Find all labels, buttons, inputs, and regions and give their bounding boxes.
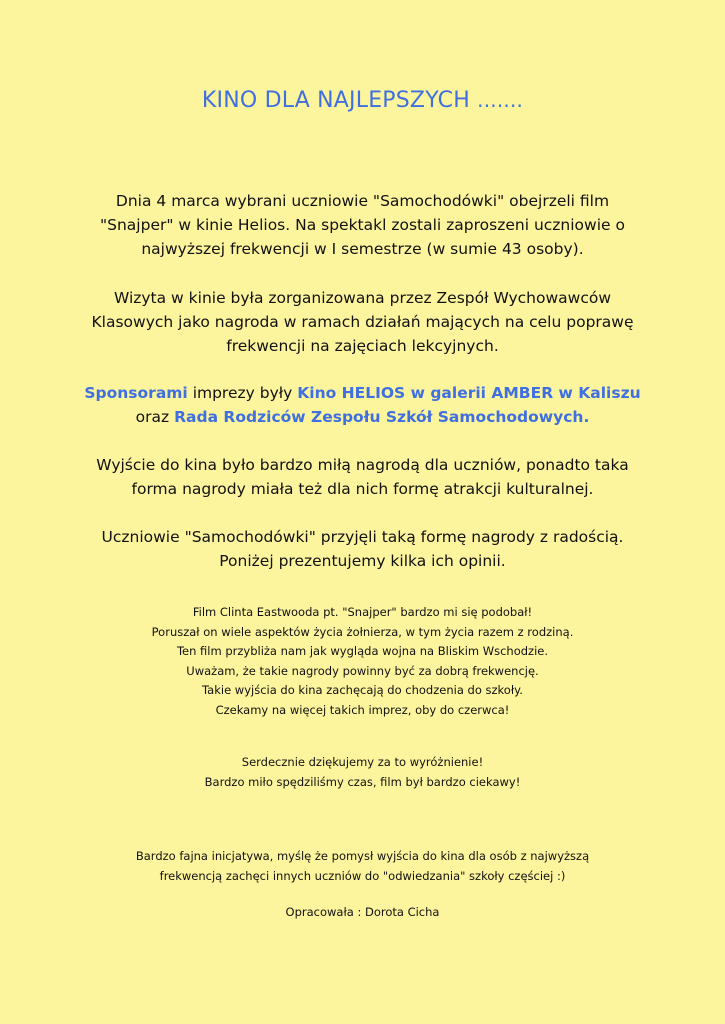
text-line xyxy=(40,381,685,405)
sponsors-oraz: oraz xyxy=(135,408,170,426)
sponsors-period: . xyxy=(583,408,590,426)
text-line: forma nagrody miała też dla nich formę atrakcji kulturalnej. xyxy=(131,480,594,498)
paragraph-reception xyxy=(40,525,685,573)
opinion-line: Takie wyjścia do kina zachęcają do chodzenia do szkoły. xyxy=(202,683,523,697)
opinion-line: Bardzo fajna inicjatywa, myślę że pomysł wyjścia do kina dla osób z najwyższą xyxy=(135,849,590,863)
sponsors-word: Sponsorami xyxy=(84,384,188,402)
opinion-line: Czekamy na więcej takich imprez, oby do czerwca! xyxy=(215,702,510,717)
opinion-line: Bardzo miło spędziliśmy czas, film był bardzo ciekawy! xyxy=(204,774,521,789)
text-line xyxy=(40,405,685,429)
title-text: KINO DLA NAJLEPSZYCH xyxy=(201,88,470,113)
opinion-line: Film Clinta Eastwooda pt. "Snajper" bardzo mi się podobał! xyxy=(192,605,533,619)
opinion-line: Uważam, że takie nagrody powinny być za dobrą frekwencję. xyxy=(186,663,539,678)
sponsor-parents-council: Rada Rodziców Zespołu Szkół Samochodowych xyxy=(174,408,584,426)
title-dots: ....... xyxy=(477,88,524,112)
paragraph-organization xyxy=(40,286,685,358)
author-line: Opracowała : Dorota Cicha xyxy=(285,905,440,919)
text-line: Klasowych jako nagroda w ramach działań mających na celu poprawę xyxy=(91,313,634,331)
text-line: frekwencji na zajęciach lekcyjnych. xyxy=(226,337,499,355)
opinion-line: Serdecznie dziękujemy za to wyróżnienie! xyxy=(241,755,484,769)
sponsors-middle: imprezy były xyxy=(192,384,293,402)
opinion-line: Poruszał on wiele aspektów życia żołnierza, w tym życia razem z rodziną. xyxy=(151,624,574,639)
paragraph-intro xyxy=(40,189,685,261)
text-line: Dnia 4 marca wybrani uczniowie "Samochodówki" obejrzeli film xyxy=(115,192,610,210)
text-line: Poniżej prezentujemy kilka ich opinii. xyxy=(219,552,506,570)
opinion-1 xyxy=(40,603,685,720)
page-title xyxy=(0,88,725,113)
author-credit xyxy=(40,903,685,923)
opinion-line: frekwencją zachęci innych uczniów do "odwiedzania" szkoły częściej :) xyxy=(159,868,566,883)
text-line: Wizyta w kinie była zorganizowana przez Zespół Wychowawców xyxy=(113,289,612,307)
sponsor-cinema: Kino HELIOS w galerii AMBER w Kaliszu xyxy=(297,384,641,402)
text-line: Uczniowie "Samochodówki" przyjęli taką formę nagrody z radością. xyxy=(101,528,624,546)
text-line: najwyższej frekwencji w I semestrze (w sumie 43 osoby). xyxy=(141,240,584,258)
opinion-2 xyxy=(40,753,685,792)
paragraph-reward xyxy=(40,453,685,501)
text-line: "Snajper" w kinie Helios. Na spektakl zostali zaproszeni uczniowie o xyxy=(100,216,625,234)
opinion-line: Ten film przybliża nam jak wygląda wojna na Bliskim Wschodzie. xyxy=(176,644,549,658)
text-line: Wyjście do kina było bardzo miłą nagrodą dla uczniów, ponadto taka xyxy=(96,456,629,474)
opinion-3 xyxy=(40,847,685,886)
paragraph-sponsors xyxy=(40,381,685,429)
